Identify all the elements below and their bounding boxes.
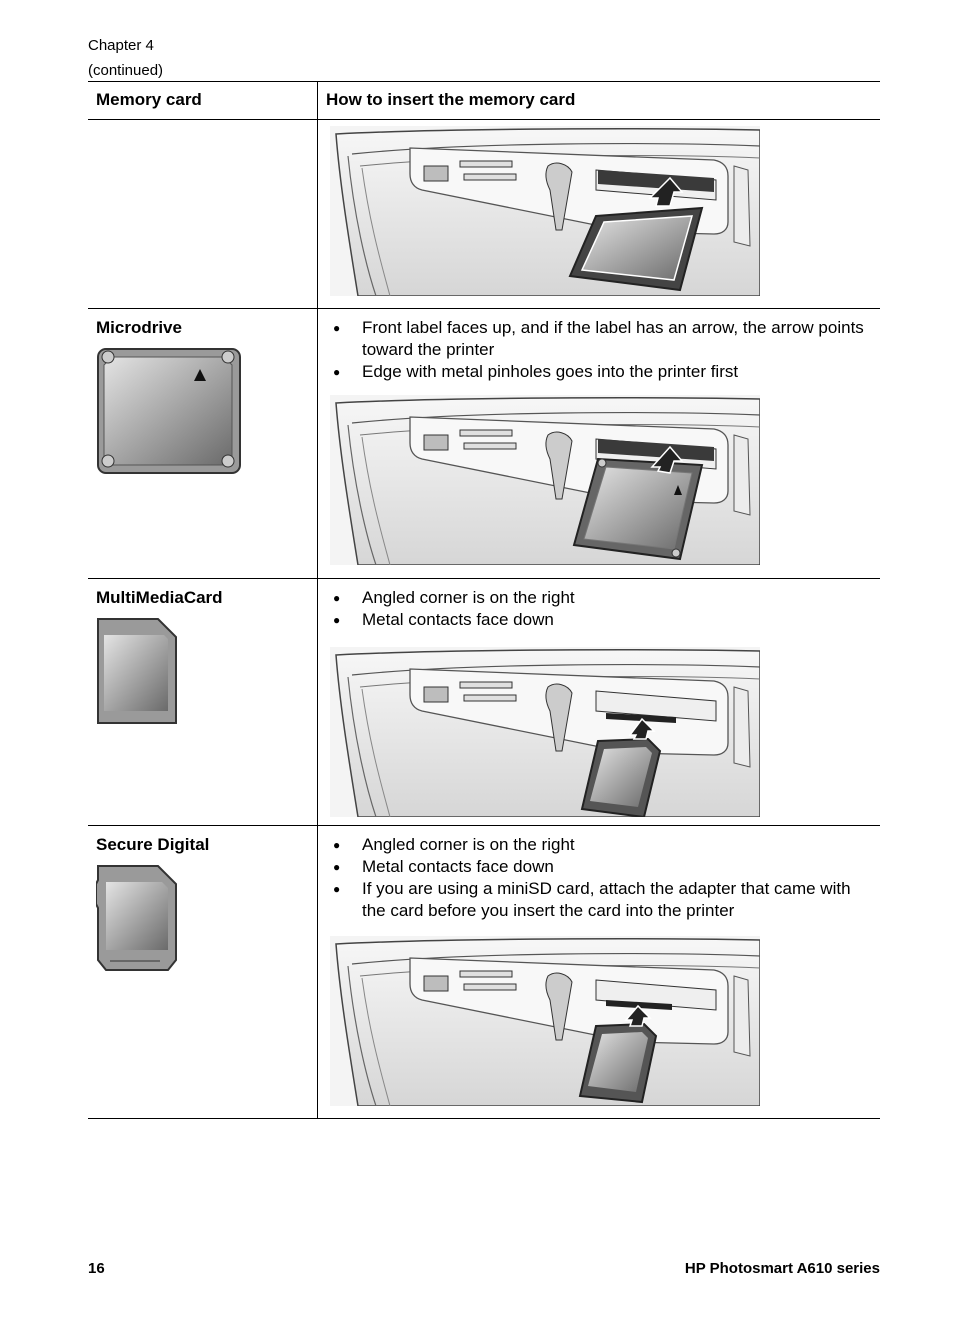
table-row (88, 308, 880, 578)
card-name (88, 120, 317, 128)
instructions-cell (318, 825, 881, 1118)
instruction-item: ● Angled corner is on the right (326, 587, 872, 609)
table-row (88, 578, 880, 825)
instruction-item: ● Edge with metal pinholes goes into the printer first (326, 361, 872, 383)
instruction-item: ● Front label faces up, and if the label has an arrow, the arrow points toward the printer (326, 317, 872, 361)
instruction-list (318, 826, 880, 922)
table-row (88, 119, 880, 308)
instruction-item: ● Metal contacts face down (326, 609, 872, 631)
microdrive-card-image (96, 347, 242, 475)
instruction-item: ● Angled corner is on the right (326, 834, 872, 856)
secure-digital-card-image (96, 864, 180, 974)
instruction-list (318, 579, 880, 631)
secure-digital-insertion-illustration (330, 936, 760, 1106)
card-name: Microdrive (96, 317, 182, 337)
column-header-how-to-insert: How to insert the memory card (318, 81, 881, 119)
card-name: MultiMediaCard (96, 587, 223, 607)
continued-label: (continued) (88, 62, 164, 79)
multimediacard-insertion-illustration (330, 647, 760, 817)
card-cell (88, 308, 318, 578)
instruction-item: ● Metal contacts face down (326, 856, 872, 878)
memory-card-table (88, 81, 880, 1119)
product-name: HP Photosmart A610 series (684, 1260, 880, 1277)
chapter-label: Chapter 4 (88, 37, 154, 54)
card-cell (88, 578, 318, 825)
table-row (88, 825, 880, 1118)
instructions-cell (318, 578, 881, 825)
microdrive-insertion-illustration (330, 395, 760, 565)
instruction-list (318, 309, 880, 383)
instructions-cell (318, 119, 881, 308)
card-name: Secure Digital (96, 834, 210, 854)
instructions-cell (318, 308, 881, 578)
multimediacard-image (96, 617, 180, 725)
table-header-row (88, 81, 880, 119)
card-cell (88, 119, 318, 308)
page-number: 16 (88, 1260, 105, 1277)
column-header-memory-card: Memory card (88, 81, 318, 119)
card-cell (88, 825, 318, 1118)
instruction-item: ● If you are using a miniSD card, attach the adapter that came with the card before you insert the card into the printer (326, 878, 872, 922)
compactflash-insertion-illustration (330, 126, 760, 296)
